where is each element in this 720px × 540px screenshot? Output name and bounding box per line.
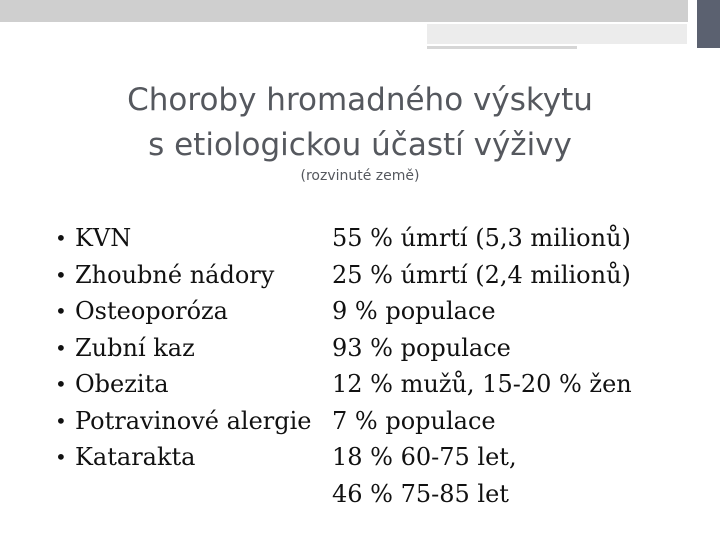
bullet: • [55,408,67,433]
list-item [0,257,720,294]
top-right-decoration-block [697,0,720,48]
bullet: • [55,372,67,396]
disease-statistic: 7 % populace [332,406,496,435]
list-item [0,366,720,403]
bullet: • [55,262,67,287]
slide-subtitle: (rozvinuté země) [300,168,420,184]
bullet: • [55,335,67,360]
disease-statistic: 55 % úmrtí (5,3 milionů) [332,224,631,252]
top-decoration-bar [0,0,688,22]
slide-title [100,78,620,168]
disease-name: Potravinové alergie [75,406,312,435]
disease-list [0,220,720,512]
bullet: • [55,226,67,250]
list-item [0,220,720,257]
list-item [0,439,720,476]
disease-name: Osteoporóza [75,297,228,325]
bullet: • [55,299,67,323]
title-line-1: Choroby hromadného výskytu [127,82,593,118]
disease-statistic-continuation: 46 % 75-85 let [332,479,509,508]
disease-statistic: 9 % populace [332,297,496,325]
disease-name: Zubní kaz [75,333,195,362]
list-item [0,293,720,330]
disease-statistic: 18 % 60-75 let, [332,443,517,471]
bullet: • [55,445,67,469]
disease-statistic: 93 % populace [332,333,511,362]
list-item-continuation [0,476,720,513]
disease-statistic: 25 % úmrtí (2,4 milionů) [332,260,631,289]
disease-name: Katarakta [75,443,196,471]
accent-strip [427,24,687,44]
disease-name: Obezita [75,370,169,398]
list-item [0,330,720,367]
disease-statistic: 12 % mužů, 15-20 % žen [332,370,632,398]
accent-line [427,46,577,49]
disease-name: KVN [75,224,132,252]
title-line-2: s etiologickou účastí výživy [148,127,572,163]
disease-name: Zhoubné nádory [75,260,275,289]
list-item [0,403,720,440]
